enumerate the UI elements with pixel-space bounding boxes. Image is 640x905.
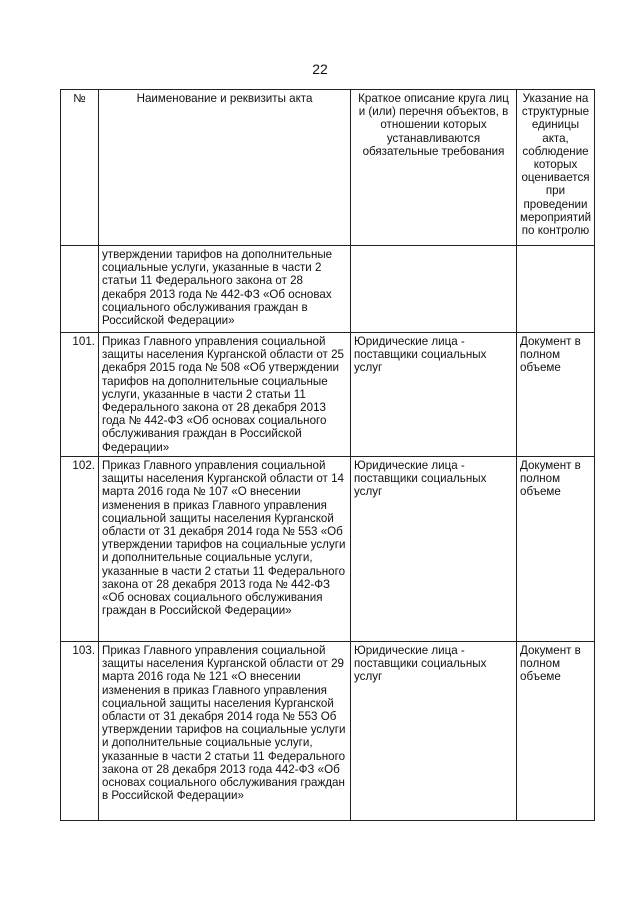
row-scope-description: Юридические лица - поставщики социальных услуг	[351, 333, 517, 457]
table-row	[61, 333, 595, 457]
row-scope-description: Юридические лица - поставщики социальных услуг	[351, 642, 517, 821]
row-structural-units: Документ в полном объеме	[517, 642, 595, 821]
header-number: №	[61, 90, 99, 246]
row-scope-description	[351, 246, 517, 333]
table-header-row	[61, 90, 595, 246]
row-structural-units	[517, 246, 595, 333]
row-structural-units: Документ в полном объеме	[517, 333, 595, 457]
row-structural-units: Документ в полном объеме	[517, 457, 595, 642]
header-act-name: Наименование и реквизиты акта	[99, 90, 351, 246]
row-number: 103.	[61, 642, 99, 821]
row-number: 101.	[61, 333, 99, 457]
row-act-name: Приказ Главного управления социальной защиты населения Курганской области от 14 марта 2016 года № 107 «О внесении изменения в приказ Главного управления социальной защиты населения Курганской области от 31 декабря 2014 года № 553 «Об утверждении тарифов на социальные услуги и дополнительные социальные услуги, указанные в части 2 статьи 11 Федерального закона от 28 декабря 2013 года № 442-ФЗ «Об основах социального обслуживания граждан в Российской Федерации»	[99, 457, 351, 642]
acts-table	[60, 89, 595, 821]
row-act-name: Приказ Главного управления социальной защиты населения Курганской области от 29 марта 2016 года № 121 «О внесении изменения в приказ Главного управления социальной защиты населения Курганской области от 31 декабря 2014 года № 553 Об утверждении тарифов на социальные услуги и дополнительные социальные услуги, указанные в части 2 статьи 11 Федерального закона от 28 декабря 2013 года 442-ФЗ «Об основах социального обслуживания граждан в Российской Федерации»	[99, 642, 351, 821]
header-scope-description: Краткое описание круга лиц и (или) перечня объектов, в отношении которых устанавливаются обязательные требования	[351, 90, 517, 246]
table-row	[61, 457, 595, 642]
row-scope-description: Юридические лица - поставщики социальных услуг	[351, 457, 517, 642]
row-number: 102.	[61, 457, 99, 642]
header-structural-units: Указание на структурные единицы акта, соблюдение которых оценивается при проведении мероприятий по контролю	[517, 90, 595, 246]
table-row	[61, 642, 595, 821]
row-act-name: Приказ Главного управления социальной защиты населения Курганской области от 25 декабря 2015 года № 508 «Об утверждении тарифов на дополнительные социальные услуги, указанные в части 2 статьи 11 Федерального закона от 28 декабря 2013 года № 442-ФЗ «Об основах социального обслуживания граждан в Российской Федерации»	[99, 333, 351, 457]
row-act-name: утверждении тарифов на дополнительные социальные услуги, указанные в части 2 статьи 11 Федерального закона от 28 декабря 2013 года № 442-ФЗ «Об основах социального обслуживания граждан в Российской Федерации»	[99, 246, 351, 333]
page-number: 22	[312, 61, 328, 77]
table-row	[61, 246, 595, 333]
row-number	[61, 246, 99, 333]
